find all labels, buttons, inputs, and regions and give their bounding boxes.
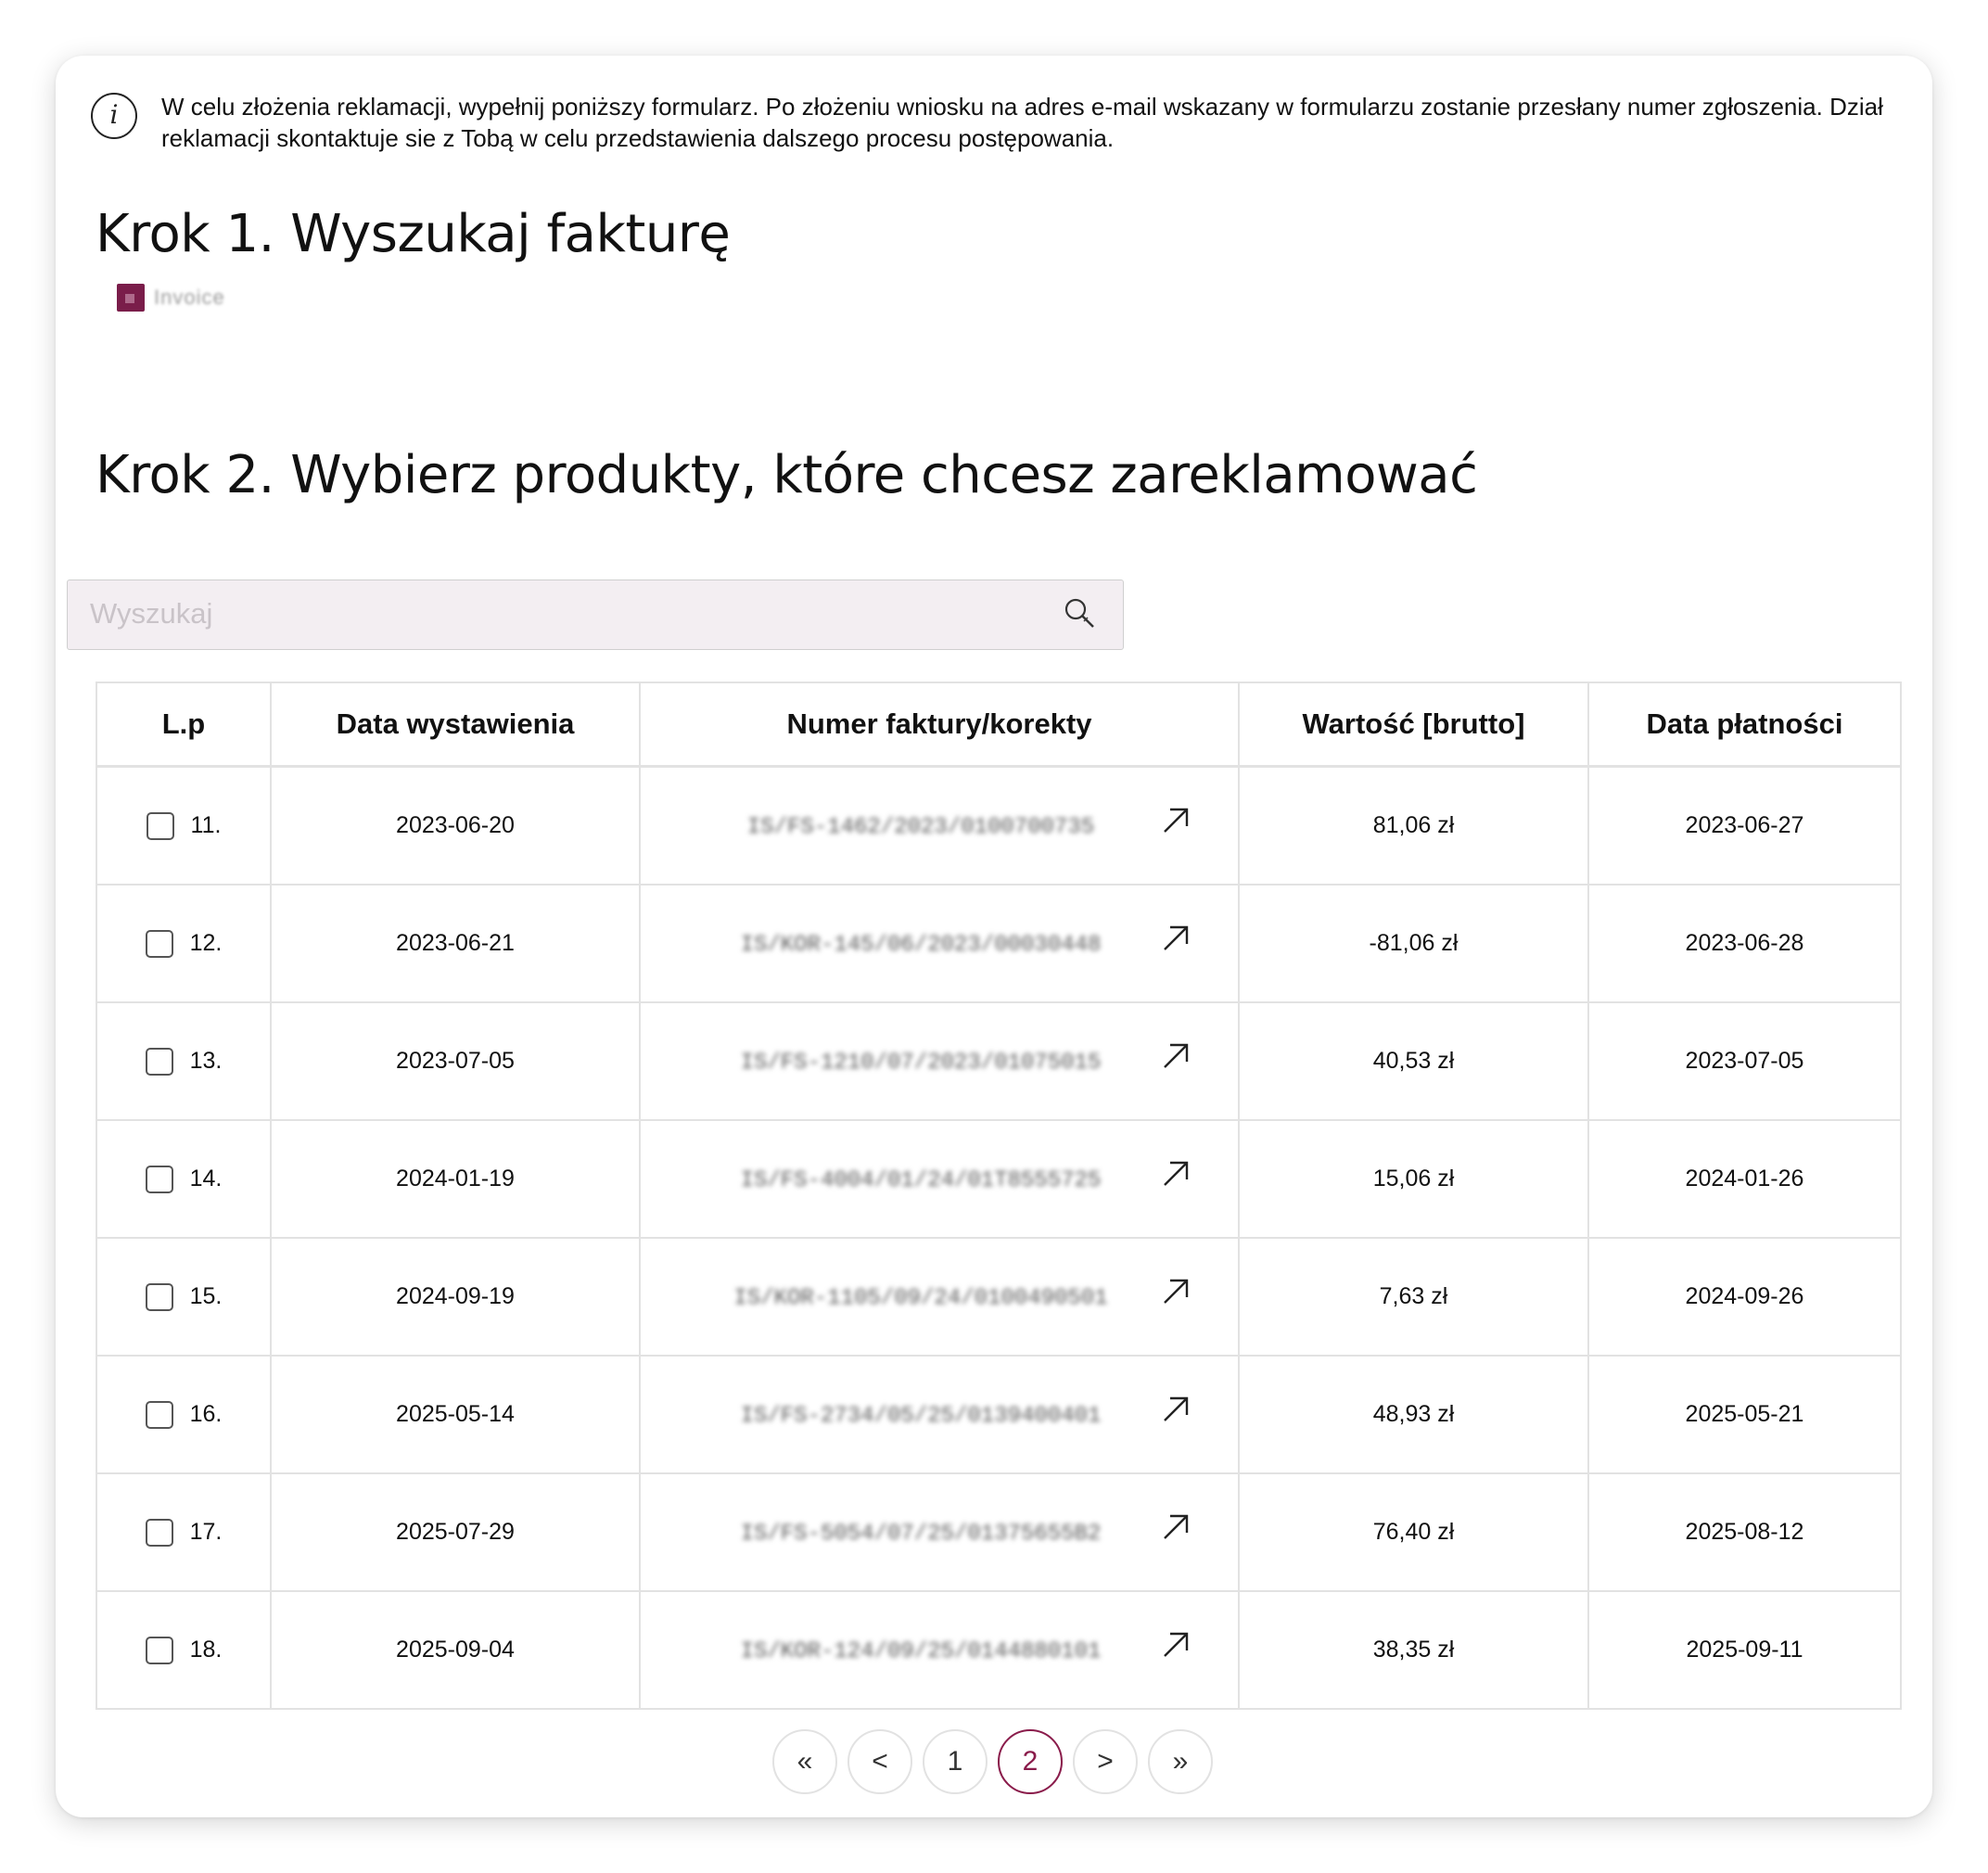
external-link-icon[interactable]	[1160, 805, 1192, 836]
lp-value: 16.	[189, 1401, 223, 1427]
table-row	[96, 1238, 1901, 1356]
row-checkbox[interactable]	[146, 1637, 173, 1664]
external-link-icon[interactable]	[1160, 1511, 1192, 1543]
invoice-table	[96, 682, 1902, 1710]
invoice-logo	[117, 284, 225, 312]
row-checkbox[interactable]	[146, 1048, 173, 1076]
row-checkbox[interactable]	[146, 1166, 173, 1193]
lp-value: 11.	[190, 812, 222, 838]
lp-cell	[96, 767, 271, 886]
table-row	[96, 1591, 1901, 1709]
invoice-number-cell	[640, 1002, 1239, 1120]
lp-value: 15.	[189, 1283, 223, 1309]
logo-icon	[117, 284, 145, 312]
external-link-icon[interactable]	[1160, 1276, 1192, 1307]
lp-cell	[96, 1002, 271, 1120]
search-icon[interactable]	[1062, 595, 1099, 632]
lp-value: 17.	[189, 1519, 223, 1545]
value-cell: 76,40 zł	[1239, 1473, 1588, 1591]
payment-date-cell: 2024-09-26	[1588, 1238, 1901, 1356]
page-next-button[interactable]: >	[1073, 1729, 1138, 1794]
invoice-number-cell	[640, 1473, 1239, 1591]
invoice-number-cell	[640, 1120, 1239, 1238]
value-cell: 38,35 zł	[1239, 1591, 1588, 1709]
header-invoice-number: Numer faktury/korekty	[640, 682, 1239, 767]
page-first-button[interactable]: «	[772, 1729, 837, 1794]
info-banner	[91, 91, 1890, 154]
value-cell: 7,63 zł	[1239, 1238, 1588, 1356]
row-checkbox[interactable]	[146, 930, 173, 958]
table-row	[96, 1356, 1901, 1473]
table-row	[96, 1002, 1901, 1120]
row-checkbox[interactable]	[147, 812, 174, 840]
payment-date-cell: 2023-07-05	[1588, 1002, 1901, 1120]
value-cell: 81,06 zł	[1239, 767, 1588, 886]
external-link-icon[interactable]	[1160, 1629, 1192, 1661]
value-cell: -81,06 zł	[1239, 885, 1588, 1002]
header-payment-date: Data płatności	[1588, 682, 1901, 767]
issue-date-cell: 2024-01-19	[271, 1120, 640, 1238]
info-circle-icon: i	[91, 93, 137, 139]
payment-date-cell: 2024-01-26	[1588, 1120, 1901, 1238]
invoice-number-cell	[640, 1356, 1239, 1473]
lp-value: 14.	[189, 1166, 223, 1191]
invoice-number[interactable]: IS/FS-4004/01/24/01T8555725	[740, 1167, 1102, 1193]
table-row	[96, 767, 1901, 886]
issue-date-cell: 2025-05-14	[271, 1356, 640, 1473]
invoice-number-cell	[640, 1591, 1239, 1709]
table-header-row	[96, 682, 1901, 767]
invoice-number[interactable]: IS/KOR-124/09/25/0144880101	[740, 1638, 1102, 1664]
issue-date-cell: 2023-06-20	[271, 767, 640, 886]
issue-date-cell: 2025-07-29	[271, 1473, 640, 1591]
issue-date-cell: 2023-06-21	[271, 885, 640, 1002]
payment-date-cell: 2023-06-28	[1588, 885, 1901, 1002]
complaint-form-card	[56, 56, 1932, 1817]
lp-cell	[96, 1238, 271, 1356]
value-cell: 40,53 zł	[1239, 1002, 1588, 1120]
lp-value: 13.	[189, 1048, 223, 1074]
table-row	[96, 1120, 1901, 1238]
issue-date-cell: 2025-09-04	[271, 1591, 640, 1709]
header-issue-date: Data wystawienia	[271, 682, 640, 767]
header-value: Wartość [brutto]	[1239, 682, 1588, 767]
payment-date-cell: 2023-06-27	[1588, 767, 1901, 886]
pagination	[772, 1729, 1213, 1794]
header-lp: L.p	[96, 682, 271, 767]
payment-date-cell: 2025-09-11	[1588, 1591, 1901, 1709]
lp-cell	[96, 1473, 271, 1591]
lp-cell	[96, 1591, 271, 1709]
logo-text: Invoice	[154, 286, 225, 309]
row-checkbox[interactable]	[146, 1401, 173, 1429]
step1-title: Krok 1. Wyszukaj fakturę	[96, 204, 731, 264]
external-link-icon[interactable]	[1160, 1394, 1192, 1425]
lp-value: 18.	[189, 1637, 223, 1663]
issue-date-cell: 2023-07-05	[271, 1002, 640, 1120]
invoice-number-cell	[640, 767, 1239, 886]
page-2-button[interactable]: 2	[998, 1729, 1063, 1794]
invoice-number[interactable]: IS/FS-2734/05/25/0139400401	[740, 1403, 1102, 1429]
external-link-icon[interactable]	[1160, 1158, 1192, 1190]
payment-date-cell: 2025-08-12	[1588, 1473, 1901, 1591]
lp-value: 12.	[189, 930, 223, 956]
value-cell: 48,93 zł	[1239, 1356, 1588, 1473]
payment-date-cell: 2025-05-21	[1588, 1356, 1901, 1473]
page-prev-button[interactable]: <	[847, 1729, 912, 1794]
issue-date-cell: 2024-09-19	[271, 1238, 640, 1356]
external-link-icon[interactable]	[1160, 923, 1192, 954]
invoice-number[interactable]: IS/FS-5054/07/25/01375655B2	[740, 1521, 1102, 1547]
invoice-number-cell	[640, 1238, 1239, 1356]
table-row	[96, 1473, 1901, 1591]
value-cell: 15,06 zł	[1239, 1120, 1588, 1238]
table-row	[96, 885, 1901, 1002]
row-checkbox[interactable]	[146, 1519, 173, 1547]
step2-title: Krok 2. Wybierz produkty, które chcesz zareklamować	[96, 445, 1478, 505]
lp-cell	[96, 885, 271, 1002]
lp-cell	[96, 1120, 271, 1238]
invoice-number[interactable]: IS/KOR-1105/09/24/0100490501	[733, 1285, 1108, 1311]
page-1-button[interactable]: 1	[923, 1729, 988, 1794]
info-text: W celu złożenia reklamacji, wypełnij poniższy formularz. Po złożeniu wniosku na adres e-mail wskazany w formularzu zostanie przesłany numer zgłoszenia. Dział reklamacji skontaktuje sie z Tobą w celu przedstawienia dalszego procesu postępowania.	[161, 93, 1883, 152]
lp-cell	[96, 1356, 271, 1473]
external-link-icon[interactable]	[1160, 1040, 1192, 1072]
invoice-number-cell	[640, 885, 1239, 1002]
invoice-number[interactable]: IS/FS-1210/07/2023/01075015	[740, 1050, 1102, 1076]
invoice-number[interactable]: IS/KOR-145/06/2023/00030448	[740, 932, 1102, 958]
row-checkbox[interactable]	[146, 1283, 173, 1311]
page-last-button[interactable]: »	[1148, 1729, 1213, 1794]
search-input[interactable]	[68, 580, 1039, 647]
search-box[interactable]	[67, 580, 1124, 650]
invoice-number[interactable]: IS/FS-1462/2023/0100700735	[746, 814, 1095, 840]
